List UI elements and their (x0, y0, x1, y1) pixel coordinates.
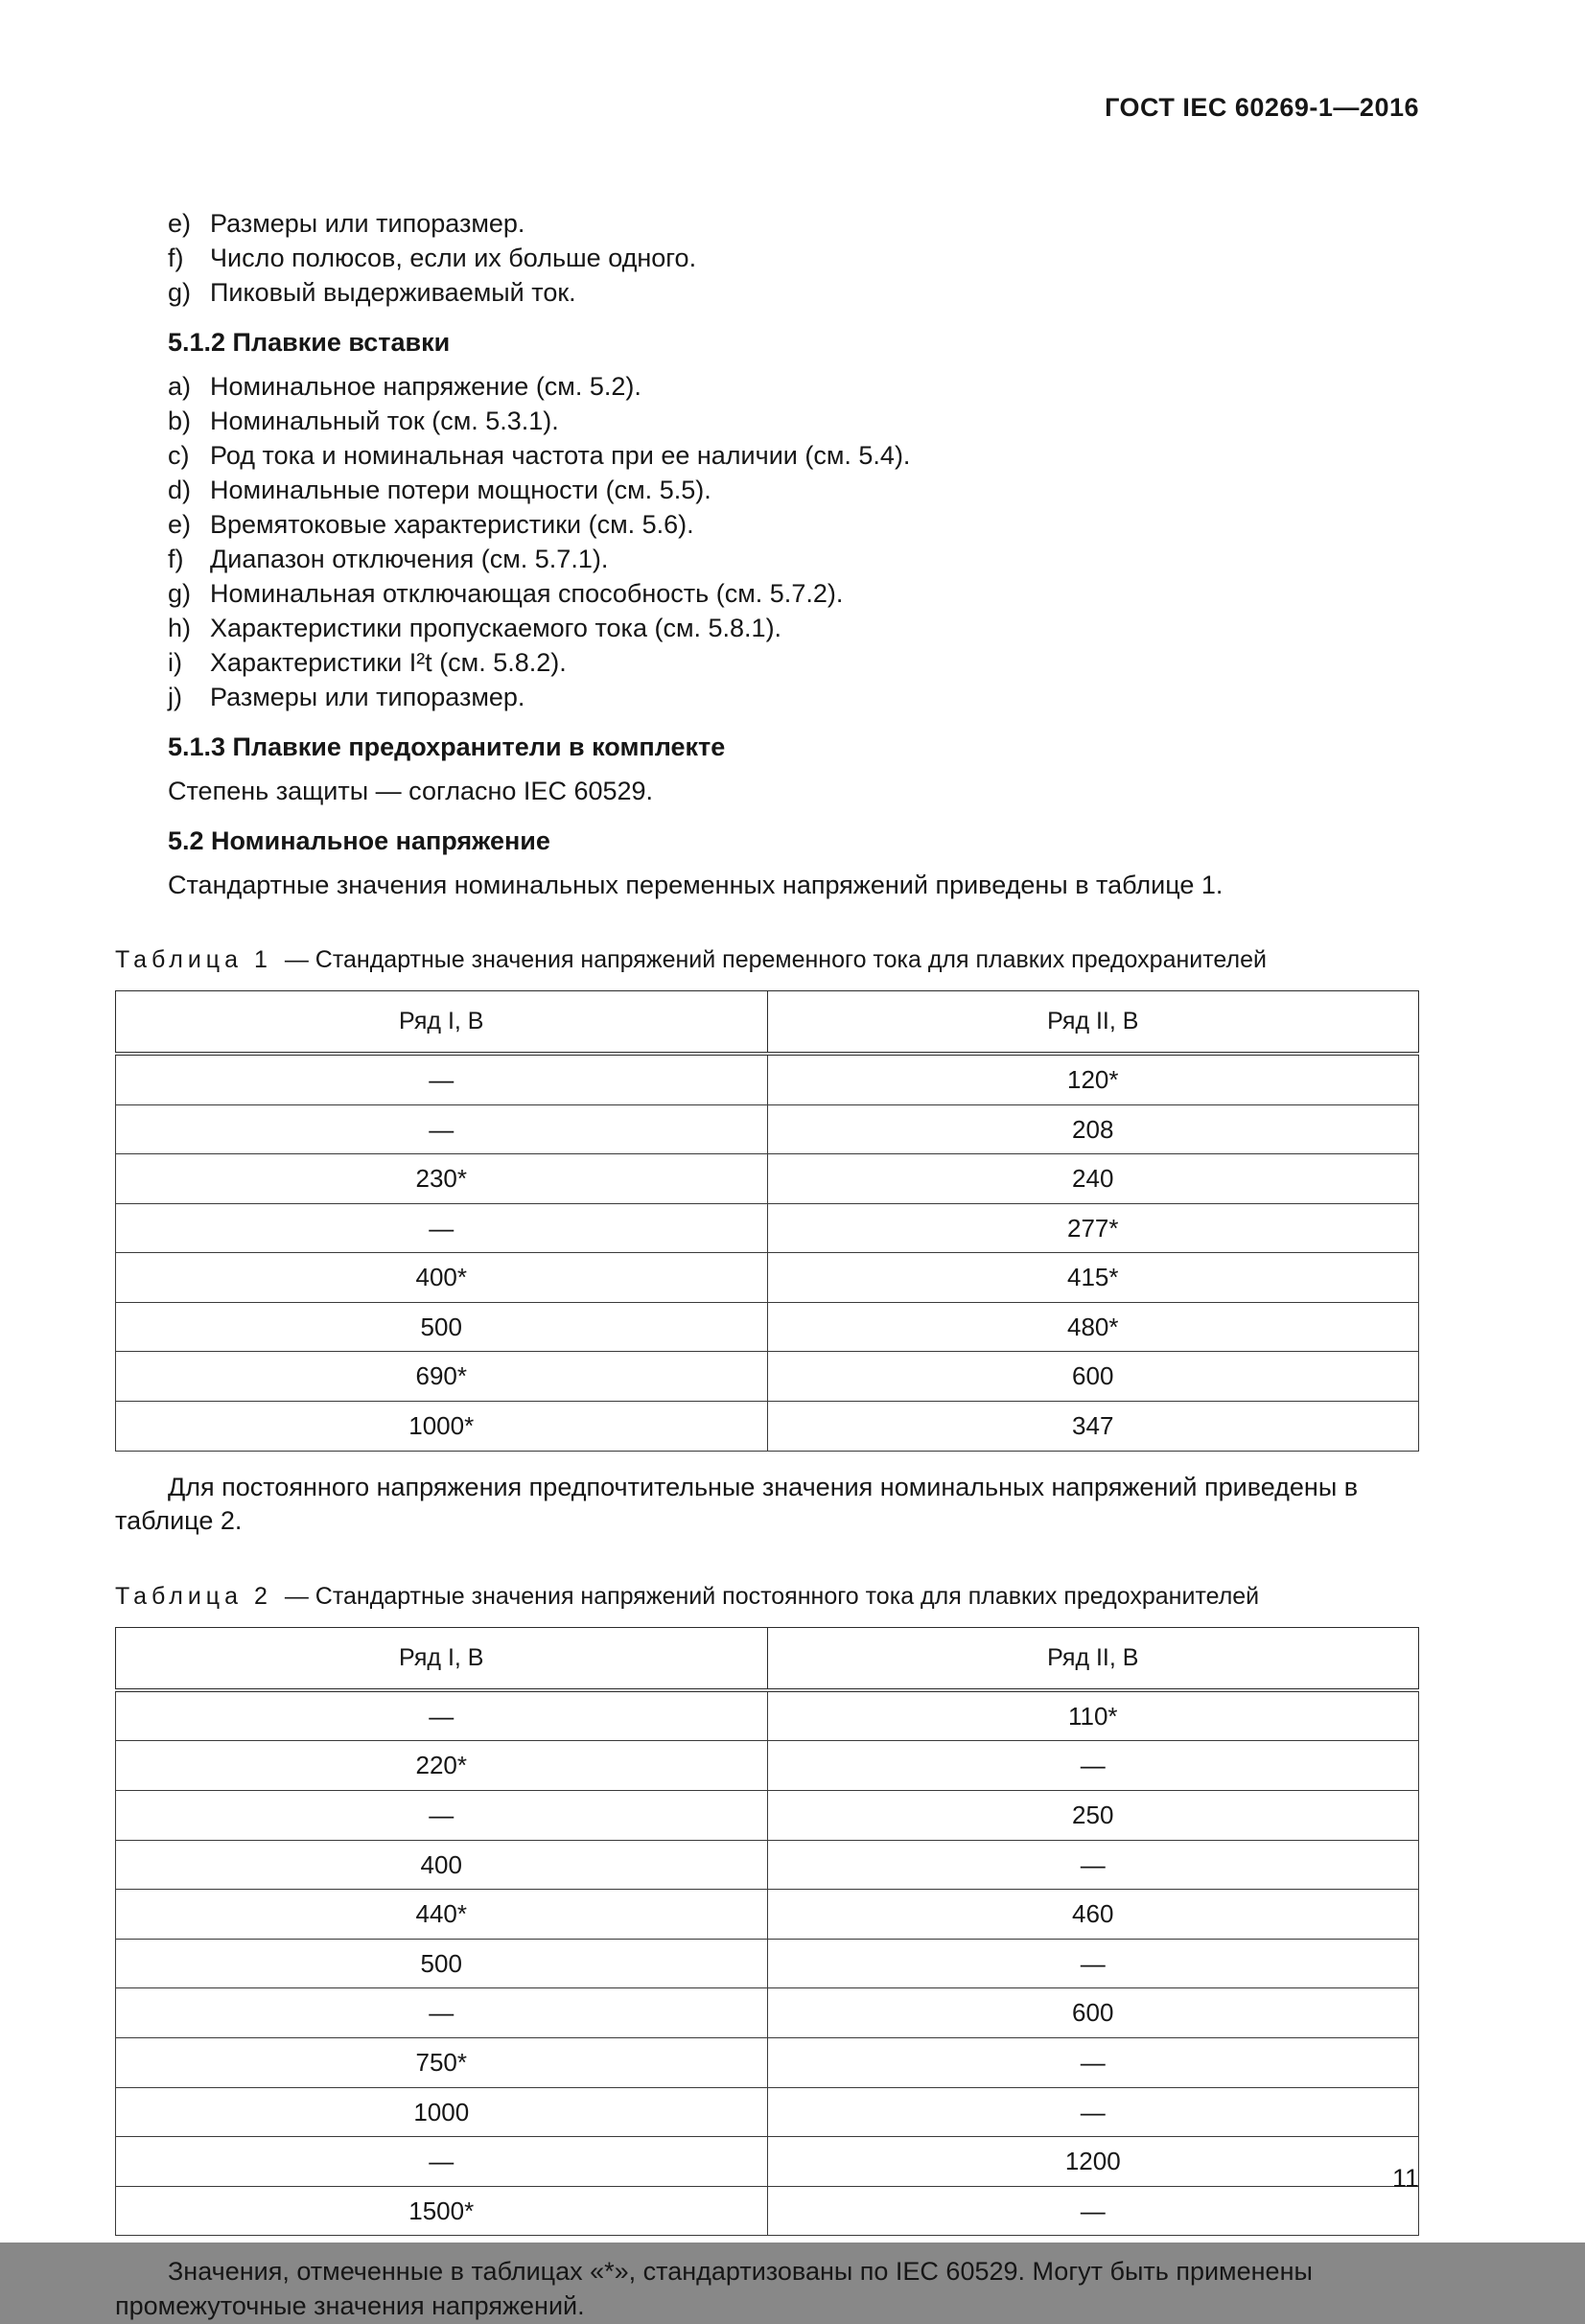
list-item-marker: b) (168, 406, 192, 435)
list-item-marker: d) (168, 475, 192, 504)
table-header-row (116, 990, 1419, 1054)
table-row (116, 1988, 1419, 2038)
list-item (168, 276, 1419, 311)
table-cell-series1: — (116, 1690, 768, 1741)
table-cell-series1: 1500* (116, 2186, 768, 2236)
list-item-marker: e) (168, 509, 192, 539)
table-row (116, 1791, 1419, 1841)
table-cell-series1: 230* (116, 1154, 768, 1204)
table2-header (116, 1627, 1419, 1690)
table-cell-series2: — (767, 1741, 1419, 1791)
list-item (168, 474, 1419, 508)
table-cell-series1: 220* (116, 1741, 768, 1791)
list-item-text: Пиковый выдерживаемый ток. (210, 277, 576, 307)
list-item-marker: g) (168, 578, 192, 608)
list-item-marker: h) (168, 613, 192, 642)
table-row (116, 1253, 1419, 1303)
list-item-marker: j) (168, 682, 182, 711)
table-row (116, 2137, 1419, 2187)
table1-caption-label: Таблица 1 (115, 946, 272, 974)
list-item-text: Номинальный ток (см. 5.3.1). (210, 406, 559, 435)
list-item-text: Характеристики пропускаемого тока (см. 5.8.1). (210, 613, 782, 642)
section-5-1-3-title: 5.1.3 Плавкие предохранители в комплекте (168, 732, 726, 761)
list-item-text: Род тока и номинальная частота при ее наличии (см. 5.4). (210, 440, 911, 470)
table-row (116, 1890, 1419, 1940)
list-item (168, 646, 1419, 681)
table-row (116, 1154, 1419, 1204)
list-item-marker: c) (168, 440, 190, 470)
table-cell-series2: 250 (767, 1791, 1419, 1841)
table-cell-series2: 120* (767, 1054, 1419, 1104)
section-5-2-paragraph: Стандартные значения номинальных переменных напряжений приведены в таблице 1. (168, 870, 1224, 899)
list-item-marker: f) (168, 243, 184, 272)
table-row (116, 2186, 1419, 2236)
table1-caption-text: — Стандартные значения напряжений переменного тока для плавких предохранителей (284, 946, 1267, 974)
table-header-row (116, 1627, 1419, 1690)
table-cell-series1: — (116, 2137, 768, 2187)
table-cell-series2: — (767, 2186, 1419, 2236)
table-cell-series1: 400* (116, 1253, 768, 1303)
list-item (168, 681, 1419, 715)
table-cell-series2: 600 (767, 1988, 1419, 2038)
table-cell-series2: 480* (767, 1302, 1419, 1352)
list-item-text: Номинальные потери мощности (см. 5.5). (210, 475, 711, 504)
section-5-1-3-paragraph: Степень защиты — согласно IEC 60529. (168, 776, 654, 805)
list-item (168, 508, 1419, 543)
table-cell-series1: — (116, 1988, 768, 2038)
list-item-text: Времятоковые характеристики (см. 5.6). (210, 509, 694, 539)
list-item-text: Диапазон отключения (см. 5.7.1). (210, 544, 609, 573)
table-cell-series2: 1200 (767, 2137, 1419, 2187)
list-item-text: Размеры или типоразмер. (210, 682, 525, 711)
table-cell-series2: 347 (767, 1401, 1419, 1451)
list-item (168, 577, 1419, 612)
table1-col2-header: Ряд II, В (767, 990, 1419, 1054)
page-number: 11 (1391, 2164, 1419, 2194)
table2-caption-label: Таблица 2 (115, 1583, 272, 1611)
table-row (116, 1203, 1419, 1253)
table2-caption-text: — Стандартные значения напряжений постоянного тока для плавких предохранителей (284, 1583, 1260, 1611)
table-cell-series1: 690* (116, 1352, 768, 1402)
table2 (115, 1627, 1419, 2237)
table1-header (116, 990, 1419, 1054)
section-5-1-2-list (115, 370, 1419, 715)
table-row (116, 1401, 1419, 1451)
list-item-marker: a) (168, 371, 192, 401)
table-cell-series2: 277* (767, 1203, 1419, 1253)
table-cell-series1: 440* (116, 1890, 768, 1940)
table-row (116, 1352, 1419, 1402)
list-item-marker: g) (168, 277, 192, 307)
table-cell-series2: — (767, 1840, 1419, 1890)
list-item (168, 242, 1419, 276)
table-cell-series1: — (116, 1203, 768, 1253)
intro-list (115, 207, 1419, 311)
table-row (116, 2037, 1419, 2087)
table-row (116, 1840, 1419, 1890)
list-item-marker: f) (168, 544, 184, 573)
table-row (116, 1741, 1419, 1791)
table-cell-series1: 1000* (116, 1401, 768, 1451)
table-cell-series1: 500 (116, 1939, 768, 1988)
table-row (116, 1690, 1419, 1741)
list-item-text: Номинальное напряжение (см. 5.2). (210, 371, 641, 401)
list-item-text: Номинальная отключающая способность (см. 5.7.2). (210, 578, 844, 608)
table-row (116, 1104, 1419, 1154)
table-cell-series1: 400 (116, 1840, 768, 1890)
table-cell-series2: 240 (767, 1154, 1419, 1204)
list-item (168, 543, 1419, 577)
table-cell-series1: — (116, 1054, 768, 1104)
table-cell-series2: 600 (767, 1352, 1419, 1402)
table2-col1-header: Ряд I, В (116, 1627, 768, 1690)
table-row (116, 1054, 1419, 1104)
table-cell-series2: — (767, 1939, 1419, 1988)
table-cell-series2: 415* (767, 1253, 1419, 1303)
table-cell-series1: 750* (116, 2037, 768, 2087)
list-item-marker: i) (168, 647, 182, 677)
list-item (168, 370, 1419, 405)
table2-col2-header: Ряд II, В (767, 1627, 1419, 1690)
list-item (168, 439, 1419, 474)
list-item-marker: e) (168, 208, 192, 238)
table-cell-series1: 1000 (116, 2087, 768, 2137)
table-cell-series1: — (116, 1104, 768, 1154)
table2-body (116, 1690, 1419, 2236)
table-cell-series1: — (116, 1791, 768, 1841)
list-item (168, 207, 1419, 242)
table1-body (116, 1054, 1419, 1451)
table-cell-series2: 208 (767, 1104, 1419, 1154)
table-cell-series2: 460 (767, 1890, 1419, 1940)
table-cell-series2: — (767, 2037, 1419, 2087)
doc-header: ГОСТ IEC 60269-1—2016 (1105, 93, 1419, 122)
between-tables-paragraph: Для постоянного напряжения предпочтительные значения номинальных напряжений приведены в таблице 2. (115, 1472, 1359, 1536)
table1-col1-header: Ряд I, В (116, 990, 768, 1054)
table1-caption (115, 944, 1419, 976)
section-5-2-title: 5.2 Номинальное напряжение (168, 825, 550, 855)
list-item (168, 612, 1419, 646)
list-item-text: Число полюсов, если их больше одного. (210, 243, 697, 272)
table-row (116, 1939, 1419, 1988)
closing-paragraph: Значения, отмеченные в таблицах «*», стандартизованы по IEC 60529. Могут быть применены промежуточные значения напряжений. (115, 2257, 1313, 2321)
table-cell-series2: — (767, 2087, 1419, 2137)
section-5-1-2-title: 5.1.2 Плавкие вставки (168, 327, 451, 357)
list-item (168, 405, 1419, 439)
table1 (115, 990, 1419, 1452)
table-row (116, 2087, 1419, 2137)
list-item-text: Характеристики I²t (см. 5.8.2). (210, 647, 567, 677)
table-cell-series1: 500 (116, 1302, 768, 1352)
list-item-text: Размеры или типоразмер. (210, 208, 525, 238)
table-row (116, 1302, 1419, 1352)
table-cell-series2: 110* (767, 1690, 1419, 1741)
table2-caption (115, 1581, 1419, 1613)
